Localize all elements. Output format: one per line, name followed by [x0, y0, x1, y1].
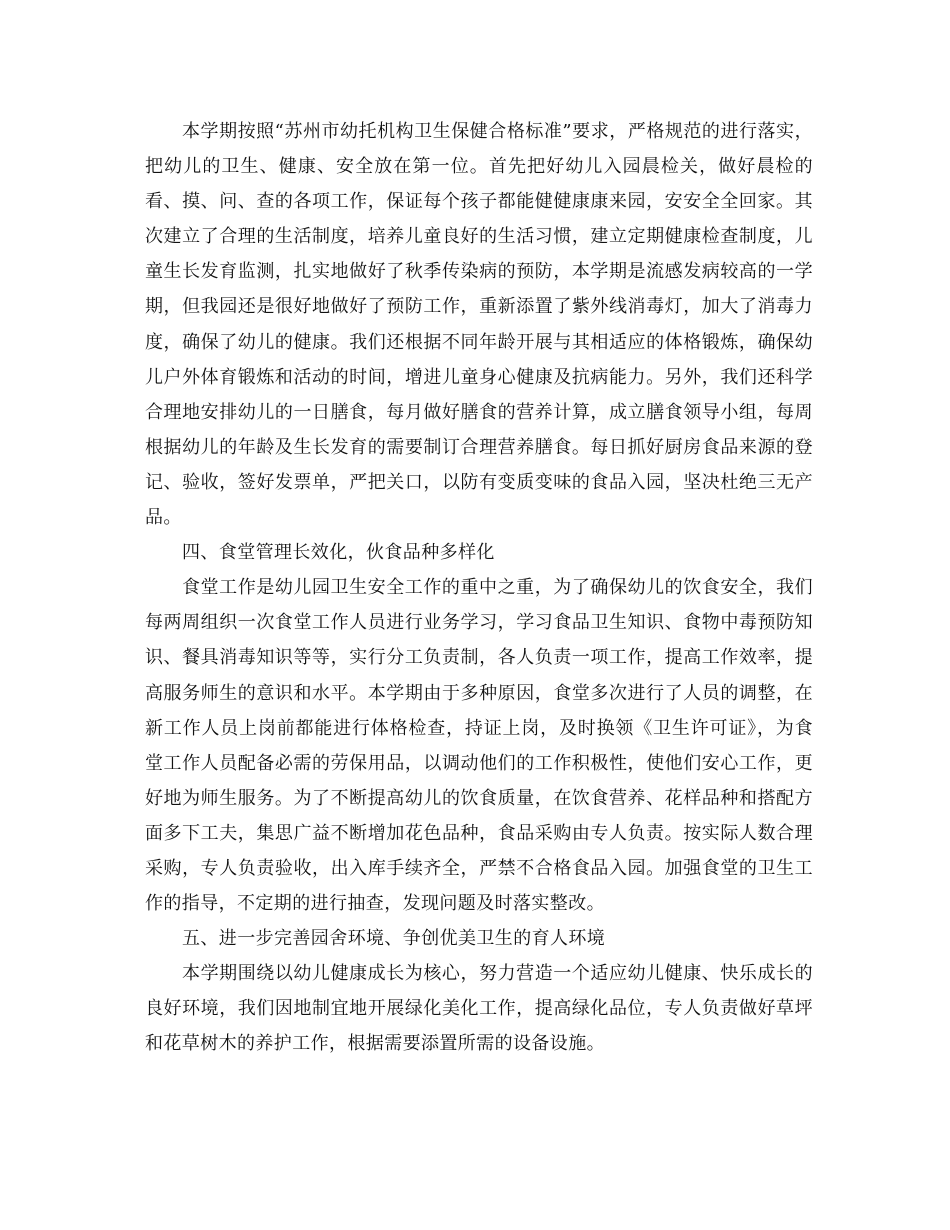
section-heading-environment: 五、进一步完善园舍环境、争创优美卫生的育人环境: [182, 928, 606, 950]
document-body: [145, 114, 813, 1062]
section-heading-canteen: 四、食堂管理长效化，伙食品种多样化: [182, 542, 495, 564]
paragraph-environment: 本学期围绕以幼儿健康成长为核心，努力营造一个适应幼儿健康、快乐成长的良好环境，我们因地制宜地开展绿化美化工作，提高绿化品位，专人负责做好草坪和花草树木的养护工作，根据需要添置所需的设备设施。: [145, 963, 813, 1055]
paragraph-canteen: 食堂工作是幼儿园卫生安全工作的重中之重，为了确保幼儿的饮食安全，我们每两周组织一次食堂工作人员进行业务学习，学习食品卫生知识、食物中毒预防知识、餐具消毒知识等等，实行分工负责制，各人负责一项工作，提高工作效率，提高服务师生的意识和水平。本学期由于多种原因，食堂多次进行了人员的调整，在新工作人员上岗前都能进行体格检查，持证上岗，及时换领《卫生许可证》，为食堂工作人员配备必需的劳保用品，以调动他们的工作积极性，使他们安心工作，更好地为师生服务。为了不断提高幼儿的饮食质量，在饮食营养、花样品种和搭配方面多下工夫，集思广益不断增加花色品种，食品采购由专人负责。按实际人数合理采购，专人负责验收，出入库手续齐全，严禁不合格食品入园。加强食堂的卫生工作的指导，不定期的进行抽查，发现问题及时落实整改。: [145, 577, 813, 915]
paragraph-health-care: 本学期按照“苏州市幼托机构卫生保健合格标准”要求，严格规范的进行落实，把幼儿的卫生、健康、安全放在第一位。首先把好幼儿入园晨检关，做好晨检的看、摸、问、查的各项工作，保证每个孩子都能健健康康来园，安安全全回家。其次建立了合理的生活制度，培养儿童良好的生活习惯，建立定期健康检查制度，儿童生长发育监测，扎实地做好了秋季传染病的预防，本学期是流感发病较高的一学期，但我园还是很好地做好了预防工作，重新添置了紫外线消毒灯，加大了消毒力度，确保了幼儿的健康。我们还根据不同年龄开展与其相适应的体格锻炼，确保幼儿户外体育锻炼和活动的时间，增进儿童身心健康及抗病能力。另外，我们还科学合理地安排幼儿的一日膳食，每月做好膳食的营养计算，成立膳食领导小组，每周根据幼儿的年龄及生长发育的需要制订合理营养膳食。每日抓好厨房食品来源的登记、验收，签好发票单，严把关口，以防有变质变味的食品入园，坚决杜绝三无产品。: [145, 121, 813, 529]
